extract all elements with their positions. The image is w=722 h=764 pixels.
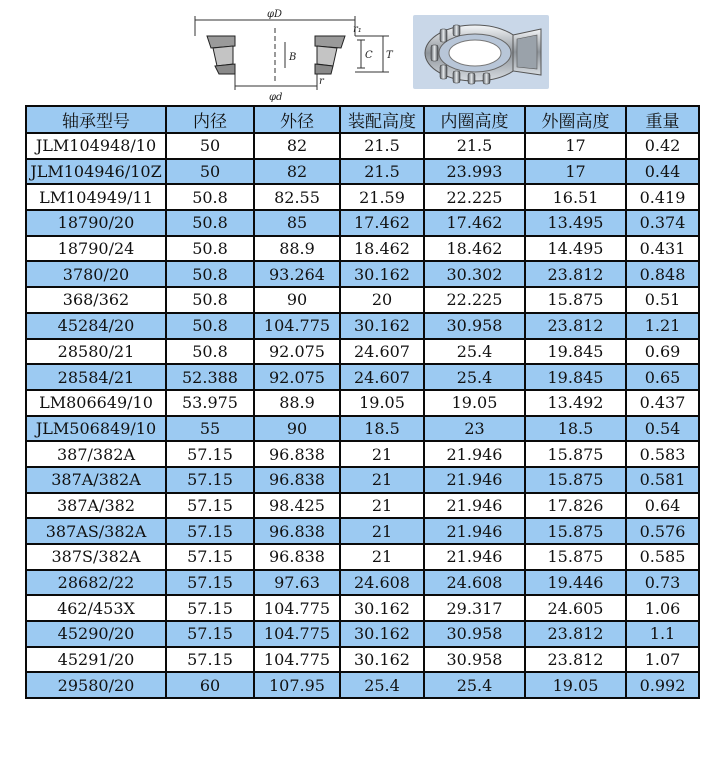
cell-model: 45291/20 <box>26 647 166 673</box>
table-row <box>26 184 699 210</box>
cell-model: JLM104946/10Z <box>26 159 166 185</box>
header-assembly-height: 装配高度 <box>340 106 424 133</box>
diagram-label-C: C <box>365 50 373 61</box>
cell-inner-diameter: 50.8 <box>166 210 254 236</box>
cell-outer-ring-height: 23.812 <box>525 313 626 339</box>
right-bearing-section <box>315 36 345 74</box>
cell-assembly-height: 21 <box>340 493 424 519</box>
cell-model: 18790/20 <box>26 210 166 236</box>
left-bearing-section <box>207 36 235 74</box>
cell-assembly-height: 21.5 <box>340 133 424 159</box>
cell-inner-ring-height: 24.608 <box>424 570 525 596</box>
cell-outer-ring-height: 19.05 <box>525 672 626 698</box>
cell-model: 45284/20 <box>26 313 166 339</box>
cell-weight: 0.992 <box>626 672 699 698</box>
cell-inner-ring-height: 21.946 <box>424 441 525 467</box>
cell-model: 462/453X <box>26 595 166 621</box>
cell-inner-diameter: 50.8 <box>166 339 254 365</box>
table-row <box>26 313 699 339</box>
cell-model: 387S/382A <box>26 544 166 570</box>
cell-model: 368/362 <box>26 287 166 313</box>
cell-assembly-height: 21.59 <box>340 184 424 210</box>
cell-assembly-height: 30.162 <box>340 313 424 339</box>
cell-inner-ring-height: 29.317 <box>424 595 525 621</box>
cell-outer-diameter: 92.075 <box>254 364 340 390</box>
diagram-label-D: φD <box>267 9 283 20</box>
cell-weight: 0.576 <box>626 518 699 544</box>
cell-outer-ring-height: 15.875 <box>525 518 626 544</box>
cell-assembly-height: 19.05 <box>340 390 424 416</box>
table-row <box>26 595 699 621</box>
cell-outer-diameter: 92.075 <box>254 339 340 365</box>
cell-inner-diameter: 50.8 <box>166 261 254 287</box>
table-row <box>26 390 699 416</box>
cell-model: 387AS/382A <box>26 518 166 544</box>
table-row <box>26 287 699 313</box>
cell-inner-diameter: 50.8 <box>166 236 254 262</box>
table-row <box>26 441 699 467</box>
cell-outer-diameter: 85 <box>254 210 340 236</box>
cell-assembly-height: 18.5 <box>340 416 424 442</box>
header-outer-diameter: 外径 <box>254 106 340 133</box>
cell-outer-ring-height: 13.492 <box>525 390 626 416</box>
cell-inner-diameter: 50 <box>166 133 254 159</box>
cell-outer-ring-height: 24.605 <box>525 595 626 621</box>
bearing-cross-section-diagram <box>185 6 397 102</box>
cell-outer-ring-height: 16.51 <box>525 184 626 210</box>
diagram-label-B: B <box>289 52 297 63</box>
cell-weight: 0.42 <box>626 133 699 159</box>
cell-weight: 0.54 <box>626 416 699 442</box>
cell-outer-diameter: 97.63 <box>254 570 340 596</box>
cell-inner-ring-height: 21.5 <box>424 133 525 159</box>
cell-outer-ring-height: 23.812 <box>525 261 626 287</box>
cell-outer-ring-height: 13.495 <box>525 210 626 236</box>
cell-outer-diameter: 88.9 <box>254 390 340 416</box>
cell-inner-ring-height: 30.302 <box>424 261 525 287</box>
header-weight: 重量 <box>626 106 699 133</box>
cell-inner-ring-height: 18.462 <box>424 236 525 262</box>
cell-inner-diameter: 50.8 <box>166 184 254 210</box>
cell-assembly-height: 30.162 <box>340 647 424 673</box>
cell-model: JLM506849/10 <box>26 416 166 442</box>
cell-model: 3780/20 <box>26 261 166 287</box>
cell-assembly-height: 21 <box>340 467 424 493</box>
cell-weight: 0.69 <box>626 339 699 365</box>
cell-model: 28580/21 <box>26 339 166 365</box>
cell-weight: 0.73 <box>626 570 699 596</box>
tapered-roller-bearing-photo <box>413 15 549 89</box>
cell-weight: 0.848 <box>626 261 699 287</box>
cell-model: 28584/21 <box>26 364 166 390</box>
cell-weight: 0.581 <box>626 467 699 493</box>
cell-assembly-height: 21 <box>340 441 424 467</box>
cell-inner-diameter: 57.15 <box>166 518 254 544</box>
cell-outer-ring-height: 19.845 <box>525 339 626 365</box>
table-header-row <box>26 106 699 133</box>
cell-outer-diameter: 90 <box>254 416 340 442</box>
cell-outer-ring-height: 15.875 <box>525 441 626 467</box>
cell-inner-ring-height: 17.462 <box>424 210 525 236</box>
diagram-label-r1: r₁ <box>353 24 362 35</box>
cell-assembly-height: 24.608 <box>340 570 424 596</box>
cell-outer-ring-height: 18.5 <box>525 416 626 442</box>
cell-inner-ring-height: 21.946 <box>424 518 525 544</box>
cell-outer-diameter: 98.425 <box>254 493 340 519</box>
cell-outer-diameter: 82 <box>254 133 340 159</box>
cell-weight: 1.1 <box>626 621 699 647</box>
bearing-spec-table <box>25 105 700 699</box>
cell-inner-diameter: 52.388 <box>166 364 254 390</box>
cell-assembly-height: 21 <box>340 518 424 544</box>
cell-inner-ring-height: 22.225 <box>424 184 525 210</box>
cell-assembly-height: 18.462 <box>340 236 424 262</box>
cell-outer-ring-height: 19.845 <box>525 364 626 390</box>
cell-model: 28682/22 <box>26 570 166 596</box>
cell-assembly-height: 30.162 <box>340 621 424 647</box>
cell-outer-ring-height: 15.875 <box>525 544 626 570</box>
cell-inner-ring-height: 25.4 <box>424 339 525 365</box>
cell-inner-ring-height: 23.993 <box>424 159 525 185</box>
cell-outer-ring-height: 17.826 <box>525 493 626 519</box>
cell-inner-ring-height: 30.958 <box>424 647 525 673</box>
cell-outer-diameter: 96.838 <box>254 544 340 570</box>
cell-inner-ring-height: 25.4 <box>424 364 525 390</box>
cell-weight: 0.585 <box>626 544 699 570</box>
cell-inner-diameter: 50.8 <box>166 287 254 313</box>
table-row <box>26 236 699 262</box>
cell-outer-diameter: 90 <box>254 287 340 313</box>
cell-inner-ring-height: 22.225 <box>424 287 525 313</box>
cell-model: LM806649/10 <box>26 390 166 416</box>
table-row <box>26 159 699 185</box>
table-row <box>26 364 699 390</box>
cell-inner-ring-height: 21.946 <box>424 493 525 519</box>
cell-inner-diameter: 57.15 <box>166 441 254 467</box>
table-row <box>26 133 699 159</box>
cell-inner-diameter: 50 <box>166 159 254 185</box>
cell-weight: 0.431 <box>626 236 699 262</box>
cell-model: 45290/20 <box>26 621 166 647</box>
diagram-label-d: φd <box>269 92 283 102</box>
table-row <box>26 570 699 596</box>
cell-weight: 0.583 <box>626 441 699 467</box>
cell-model: JLM104948/10 <box>26 133 166 159</box>
cell-weight: 1.06 <box>626 595 699 621</box>
cell-inner-diameter: 55 <box>166 416 254 442</box>
cell-assembly-height: 24.607 <box>340 339 424 365</box>
cell-assembly-height: 21 <box>340 544 424 570</box>
cell-inner-ring-height: 21.946 <box>424 544 525 570</box>
cell-inner-ring-height: 25.4 <box>424 672 525 698</box>
cell-inner-diameter: 57.15 <box>166 595 254 621</box>
cell-outer-ring-height: 15.875 <box>525 287 626 313</box>
cell-inner-ring-height: 19.05 <box>424 390 525 416</box>
cell-inner-ring-height: 23 <box>424 416 525 442</box>
table-row <box>26 493 699 519</box>
cell-model: 18790/24 <box>26 236 166 262</box>
cell-inner-diameter: 57.15 <box>166 621 254 647</box>
cell-outer-ring-height: 17 <box>525 159 626 185</box>
cell-model: 387A/382A <box>26 467 166 493</box>
cell-inner-diameter: 53.975 <box>166 390 254 416</box>
cell-model: 387/382A <box>26 441 166 467</box>
table-row <box>26 416 699 442</box>
cell-outer-diameter: 82 <box>254 159 340 185</box>
header-outer-ring-height: 外圈高度 <box>525 106 626 133</box>
cell-outer-diameter: 104.775 <box>254 647 340 673</box>
cell-inner-ring-height: 30.958 <box>424 313 525 339</box>
cell-outer-diameter: 104.775 <box>254 595 340 621</box>
cell-weight: 0.44 <box>626 159 699 185</box>
cell-outer-ring-height: 17 <box>525 133 626 159</box>
cell-assembly-height: 30.162 <box>340 595 424 621</box>
cell-weight: 0.64 <box>626 493 699 519</box>
cell-assembly-height: 17.462 <box>340 210 424 236</box>
cell-outer-diameter: 104.775 <box>254 313 340 339</box>
cell-outer-diameter: 96.838 <box>254 467 340 493</box>
cell-assembly-height: 20 <box>340 287 424 313</box>
cell-weight: 1.07 <box>626 647 699 673</box>
cell-inner-diameter: 50.8 <box>166 313 254 339</box>
cell-inner-diameter: 57.15 <box>166 647 254 673</box>
cell-outer-diameter: 96.838 <box>254 518 340 544</box>
cell-weight: 0.419 <box>626 184 699 210</box>
table-row <box>26 647 699 673</box>
table-row <box>26 544 699 570</box>
diagram-label-r: r <box>319 76 324 87</box>
table-row <box>26 467 699 493</box>
cell-weight: 0.65 <box>626 364 699 390</box>
cell-outer-diameter: 96.838 <box>254 441 340 467</box>
table-row <box>26 621 699 647</box>
table-row <box>26 210 699 236</box>
cell-inner-diameter: 57.15 <box>166 544 254 570</box>
cell-outer-ring-height: 15.875 <box>525 467 626 493</box>
cell-weight: 1.21 <box>626 313 699 339</box>
cell-inner-diameter: 57.15 <box>166 467 254 493</box>
cell-model: 29580/20 <box>26 672 166 698</box>
cell-weight: 0.374 <box>626 210 699 236</box>
cell-model: LM104949/11 <box>26 184 166 210</box>
cell-outer-diameter: 88.9 <box>254 236 340 262</box>
cell-outer-ring-height: 23.812 <box>525 621 626 647</box>
table-row <box>26 339 699 365</box>
cell-inner-diameter: 60 <box>166 672 254 698</box>
cell-outer-diameter: 104.775 <box>254 621 340 647</box>
cell-inner-ring-height: 30.958 <box>424 621 525 647</box>
cell-weight: 0.51 <box>626 287 699 313</box>
table-row <box>26 672 699 698</box>
header-model: 轴承型号 <box>26 106 166 133</box>
cell-outer-diameter: 93.264 <box>254 261 340 287</box>
cell-assembly-height: 25.4 <box>340 672 424 698</box>
cell-outer-diameter: 82.55 <box>254 184 340 210</box>
cell-inner-diameter: 57.15 <box>166 570 254 596</box>
cell-outer-diameter: 107.95 <box>254 672 340 698</box>
cell-outer-ring-height: 19.446 <box>525 570 626 596</box>
cell-assembly-height: 30.162 <box>340 261 424 287</box>
cell-inner-diameter: 57.15 <box>166 493 254 519</box>
cell-weight: 0.437 <box>626 390 699 416</box>
cell-inner-ring-height: 21.946 <box>424 467 525 493</box>
header-inner-ring-height: 内圈高度 <box>424 106 525 133</box>
table-row <box>26 261 699 287</box>
table-row <box>26 518 699 544</box>
cell-outer-ring-height: 14.495 <box>525 236 626 262</box>
cell-model: 387A/382 <box>26 493 166 519</box>
cell-assembly-height: 21.5 <box>340 159 424 185</box>
cell-outer-ring-height: 23.812 <box>525 647 626 673</box>
diagram-label-T: T <box>386 50 393 61</box>
header-inner-diameter: 内径 <box>166 106 254 133</box>
cell-assembly-height: 24.607 <box>340 364 424 390</box>
